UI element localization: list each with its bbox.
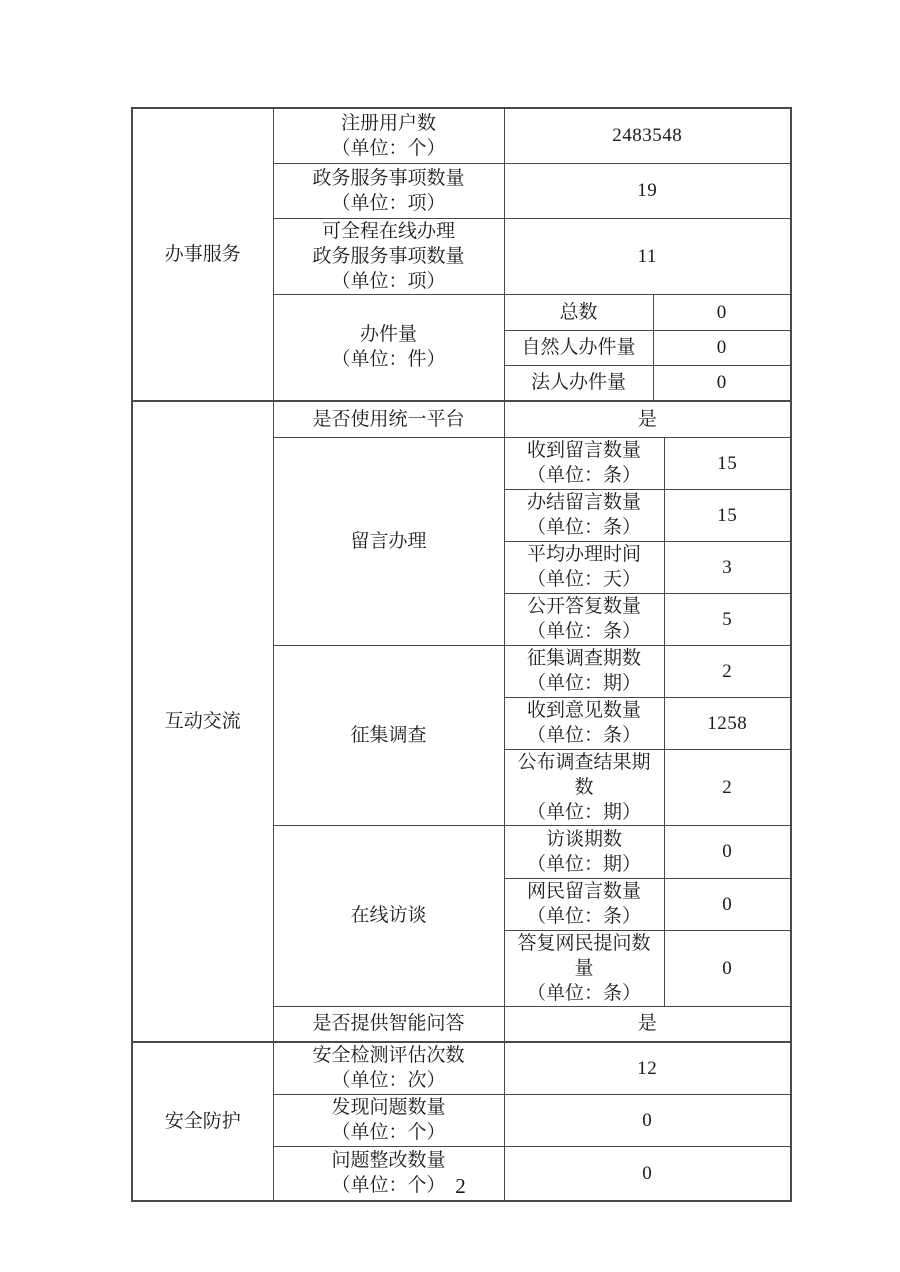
metric-label: 问题整改数量: [331, 1150, 446, 1172]
submetric-unit: （单位：条）: [526, 725, 641, 746]
submetric-label-cell: [504, 825, 664, 878]
page-number: 2: [455, 1174, 466, 1198]
metric-value: 是: [504, 401, 791, 437]
submetric-unit: （单位：条）: [526, 621, 641, 642]
submetric-value: 1258: [664, 697, 791, 749]
metric-label: 是否使用统一平台: [273, 401, 504, 437]
submetric-label-cell: [504, 749, 664, 825]
group-cell-service-handling: 办事服务: [132, 108, 273, 401]
submetric-label: 法人办件量: [504, 365, 653, 401]
submetric-label: 答复网民提问数量: [517, 932, 651, 979]
submetric-unit: （单位：期）: [526, 673, 641, 694]
submetric-value: 2: [664, 749, 791, 825]
submetric-label: 征集调查期数: [526, 648, 641, 669]
metric-label: 政务服务事项数量: [312, 245, 465, 267]
submetric-label: 平均办理时间: [526, 544, 641, 565]
subgroup-label: 办件量: [359, 324, 417, 346]
metric-label: 注册用户数: [340, 112, 436, 134]
metric-value: 19: [504, 163, 791, 218]
submetric-label: 总数: [504, 294, 653, 330]
submetric-label: 收到留言数量: [526, 440, 641, 461]
submetric-value: 15: [664, 489, 791, 541]
metric-label-cell: [273, 163, 504, 218]
metric-value: 2483548: [504, 108, 791, 163]
submetric-value: 0: [653, 365, 791, 401]
submetric-value: 0: [653, 330, 791, 365]
submetric-unit: （单位：期）: [526, 853, 641, 875]
submetric-label: 自然人办件量: [504, 330, 653, 365]
submetric-label: 公布调查结果期数: [517, 751, 651, 798]
submetric-unit: （单位：条）: [526, 906, 641, 927]
section-service-handling: [131, 107, 792, 402]
metric-label: 可全程在线办理: [321, 220, 455, 242]
submetric-value: 3: [664, 541, 791, 593]
metric-unit: （单位：个）: [331, 1175, 446, 1197]
submetric-value: 15: [664, 437, 791, 489]
submetric-unit: （单位：条）: [526, 982, 641, 1004]
subgroup-cell-survey: 征集调查: [273, 645, 504, 825]
metric-label: 安全检测评估次数: [312, 1045, 465, 1067]
submetric-label-cell: [504, 930, 664, 1006]
metric-label-cell: [273, 218, 504, 294]
submetric-label: 网民留言数量: [526, 881, 641, 902]
metric-unit: （单位：次）: [331, 1070, 446, 1092]
subgroup-cell-case-volume: [273, 294, 504, 401]
submetric-unit: （单位：期）: [526, 801, 641, 823]
subgroup-unit: （单位：件）: [331, 349, 446, 371]
statistics-table: [131, 107, 790, 1202]
submetric-label-cell: [504, 593, 664, 645]
submetric-value: 0: [664, 878, 791, 930]
metric-label: 发现问题数量: [331, 1097, 446, 1118]
metric-value: 12: [504, 1042, 791, 1094]
submetric-value: 0: [664, 825, 791, 878]
group-cell-security: 安全防护: [132, 1042, 273, 1201]
metric-unit: （单位：项）: [331, 192, 446, 214]
metric-label-cell: [273, 1042, 504, 1094]
submetric-unit: （单位：条）: [526, 465, 641, 486]
subgroup-cell-online-interview: 在线访谈: [273, 825, 504, 1006]
metric-label-cell: [273, 1094, 504, 1146]
submetric-label-cell: [504, 489, 664, 541]
metric-value: 0: [504, 1146, 791, 1201]
table-row: [132, 108, 791, 163]
metric-unit: （单位：个）: [331, 1122, 446, 1143]
metric-label-cell: [273, 108, 504, 163]
metric-label: 政务服务事项数量: [312, 167, 465, 189]
table-row: [132, 1042, 791, 1094]
submetric-label: 收到意见数量: [526, 700, 641, 721]
submetric-label-cell: [504, 878, 664, 930]
metric-value: 11: [504, 218, 791, 294]
submetric-label: 访谈期数: [545, 828, 622, 850]
submetric-label-cell: [504, 437, 664, 489]
submetric-value: 5: [664, 593, 791, 645]
metric-unit: （单位：个）: [331, 137, 446, 159]
metric-unit: （单位：项）: [331, 270, 446, 292]
submetric-unit: （单位：天）: [526, 569, 641, 590]
submetric-label-cell: [504, 645, 664, 697]
subgroup-cell-message-handling: 留言办理: [273, 437, 504, 645]
submetric-label: 公开答复数量: [526, 596, 641, 617]
submetric-value: 0: [664, 930, 791, 1006]
submetric-label: 办结留言数量: [526, 492, 641, 513]
submetric-value: 2: [664, 645, 791, 697]
group-cell-interaction: 互动交流: [132, 401, 273, 1042]
section-interaction: [131, 400, 792, 1043]
metric-label: 是否提供智能问答: [273, 1006, 504, 1042]
table-row: [132, 401, 791, 437]
submetric-label-cell: [504, 541, 664, 593]
metric-value: 是: [504, 1006, 791, 1042]
submetric-value: 0: [653, 294, 791, 330]
submetric-label-cell: [504, 697, 664, 749]
metric-value: 0: [504, 1094, 791, 1146]
submetric-unit: （单位：条）: [526, 517, 641, 538]
